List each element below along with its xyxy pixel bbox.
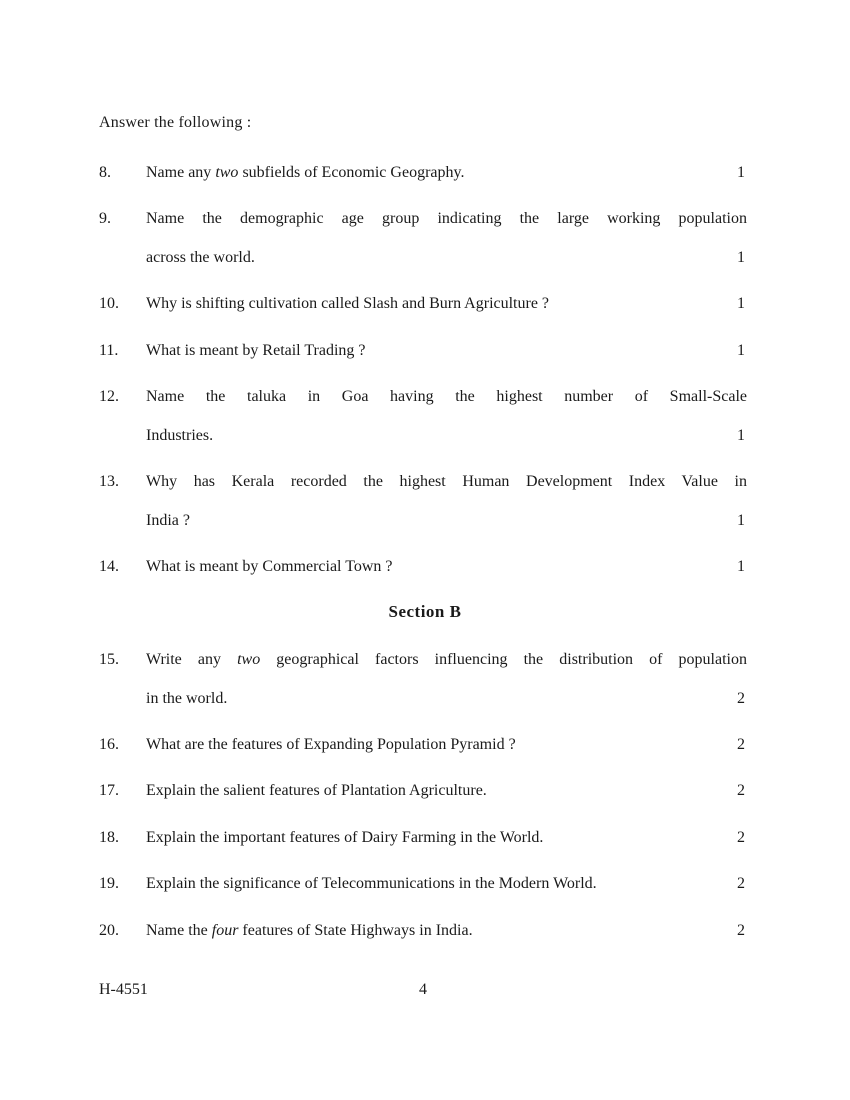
page-number: 4 (419, 981, 427, 998)
question-text-line-2: in the world. (146, 690, 228, 707)
question-17 (99, 781, 747, 820)
question-marks: 2 (737, 736, 745, 753)
question-text-line-1: Name the taluka in Goa having the highest number of Small-Scale (146, 388, 747, 405)
question-number: 11. (99, 342, 119, 359)
question-marks: 1 (737, 249, 745, 266)
question-number: 8. (99, 164, 111, 181)
question-text-line-2: across the world. (146, 249, 255, 266)
question-number: 12. (99, 388, 119, 405)
question-8 (99, 163, 747, 202)
question-text: What is meant by Commercial Town ? (146, 558, 393, 575)
question-12 (99, 387, 747, 465)
question-number: 19. (99, 875, 119, 892)
question-text-line-1: Name the demographic age group indicating the large working population (146, 210, 747, 227)
question-number: 15. (99, 651, 119, 668)
question-15 (99, 650, 747, 728)
instruction-heading: Answer the following : (99, 114, 252, 131)
question-marks: 2 (737, 875, 745, 892)
question-number: 18. (99, 829, 119, 846)
question-text: Explain the salient features of Plantation Agriculture. (146, 782, 487, 799)
question-text: What is meant by Retail Trading ? (146, 342, 366, 359)
question-10 (99, 294, 747, 333)
question-text: Explain the significance of Telecommunications in the Modern World. (146, 875, 597, 892)
question-marks: 2 (737, 922, 745, 939)
question-marks: 2 (737, 690, 745, 707)
section-b-heading: Section B (388, 602, 462, 621)
question-text-line-1: Why has Kerala recorded the highest Human Development Index Value in (146, 473, 747, 490)
question-text-line-2: Industries. (146, 427, 214, 444)
question-marks: 2 (737, 782, 745, 799)
question-number: 20. (99, 922, 119, 939)
question-text: What are the features of Expanding Population Pyramid ? (146, 736, 516, 753)
question-9 (99, 209, 747, 287)
question-20 (99, 921, 747, 960)
question-marks: 1 (737, 164, 745, 181)
paper-code: H-4551 (99, 981, 148, 998)
question-16 (99, 735, 747, 774)
question-number: 14. (99, 558, 119, 575)
question-19 (99, 874, 747, 913)
question-18 (99, 828, 747, 867)
question-text: Why is shifting cultivation called Slash and Burn Agriculture ? (146, 295, 550, 312)
question-text: Name any two subfields of Economic Geography. (146, 164, 465, 181)
question-11 (99, 341, 747, 380)
question-marks: 1 (737, 295, 745, 312)
question-text: Explain the important features of Dairy Farming in the World. (146, 829, 544, 846)
question-number: 13. (99, 473, 119, 490)
question-text-line-1: Write any two geographical factors influencing the distribution of population (146, 651, 747, 668)
question-marks: 2 (737, 829, 745, 846)
question-14 (99, 557, 747, 596)
question-marks: 1 (737, 342, 745, 359)
question-text-line-2: India ? (146, 512, 190, 529)
question-marks: 1 (737, 512, 745, 529)
question-number: 9. (99, 210, 111, 227)
question-number: 17. (99, 782, 119, 799)
question-marks: 1 (737, 427, 745, 444)
question-text: Name the four features of State Highways in India. (146, 922, 473, 939)
question-13 (99, 472, 747, 550)
question-number: 16. (99, 736, 119, 753)
question-marks: 1 (737, 558, 745, 575)
question-number: 10. (99, 295, 119, 312)
